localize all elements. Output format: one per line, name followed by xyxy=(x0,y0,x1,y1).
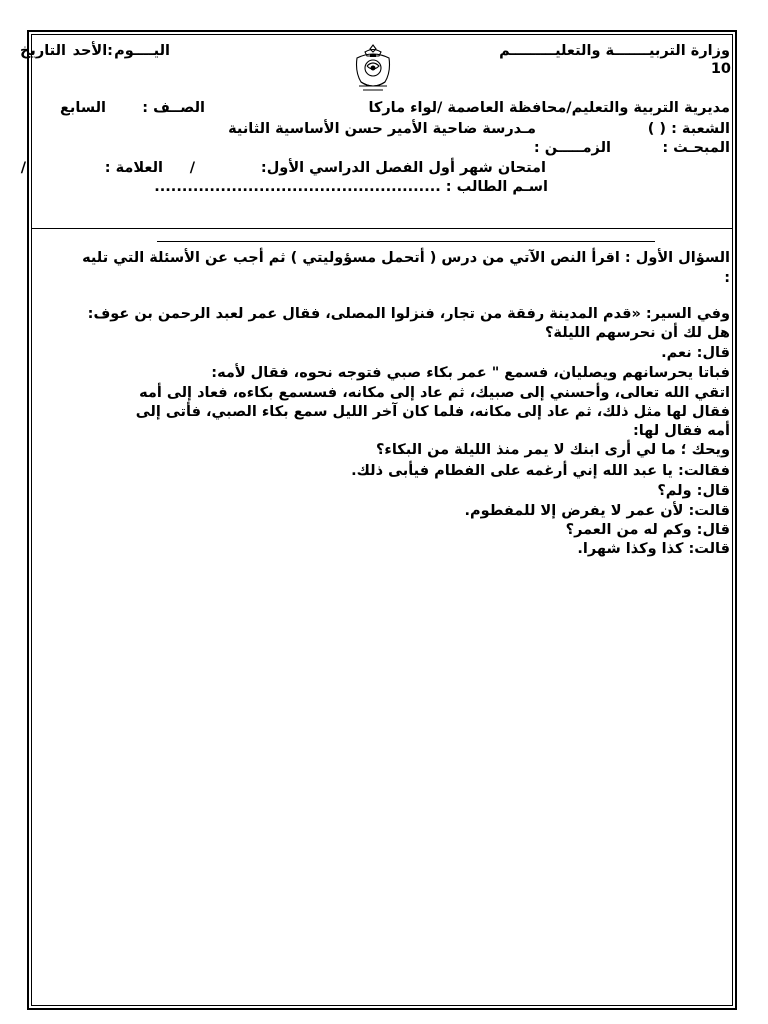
directorate-line: مديرية التربية والتعليم/محافظة العاصمة /لواء ماركا xyxy=(368,100,730,116)
section-label: الشعبة : ( ) xyxy=(647,121,730,137)
question-title-colon: : xyxy=(724,270,730,286)
year-fragment: 10 xyxy=(710,61,731,77)
mark-label: العلامة : xyxy=(104,160,163,176)
passage-line: قال: ولم؟ xyxy=(657,483,730,499)
day-value: :الأحد xyxy=(72,43,113,59)
header-divider xyxy=(31,228,733,229)
class-value: السابع xyxy=(60,100,106,116)
passage-line: قالت: لأن عمر لا يفرض إلا للمفطوم. xyxy=(464,503,730,519)
mark-slash: / xyxy=(20,160,26,176)
passage-line: قالت: كذا وكذا شهرا. xyxy=(577,541,730,557)
passage-line: فباتا يحرسانهم ويصليان، فسمع " عمر بكاء صبي فتوجه نحوه، فقال لأمه: xyxy=(211,365,730,381)
time-label: الزمـــــن : xyxy=(533,140,611,156)
passage-line: فقال لها مثل ذلك، ثم عاد إلى مكانه، فلما كان آخر الليل سمع بكاء الصبي، فأتى إلى xyxy=(135,404,730,420)
page-content xyxy=(0,34,733,1006)
passage-line: قال: نعم. xyxy=(661,345,730,361)
day-label: اليــــوم xyxy=(114,43,170,59)
passage-line: وفي السير: «قدم المدينة رفقة من تجار، فنزلوا المصلى، فقال عمر لعبد الرحمن بن عوف: xyxy=(87,306,730,322)
passage-line: ويحك ؛ ما لي أرى ابنك لا يمر منذ الليلة من البكاء؟ xyxy=(376,442,730,458)
passage-line: قال: وكم له من العمر؟ xyxy=(565,522,730,538)
student-name-field: اسـم الطالب : .................................................... xyxy=(154,179,548,195)
class-label: الصــف : xyxy=(142,100,205,116)
passage-line: اتقي الله تعالى، وأحسني إلى صبيك، ثم عاد إلى مكانه، فسسمع بكاءه، فعاد إلى أمه xyxy=(139,385,730,401)
ministry-title: وزارة التربيـــــــة والتعليـــــــــم xyxy=(499,43,730,59)
passage-line: فقالت: يا عبد الله إني أرغمه على الفطام فيأبى ذلك. xyxy=(351,463,730,479)
question-divider xyxy=(157,241,655,242)
school-name: مـدرسة ضاحية الأمير حسن الأساسية الثانية xyxy=(228,121,536,137)
exam-slash: / xyxy=(189,160,195,176)
date-label: التاريخ xyxy=(19,43,66,59)
passage-line: أمه فقال لها: xyxy=(632,423,730,439)
subject-label: المبحـث : xyxy=(662,140,730,156)
passage-line: هل لك أن نحرسهم الليلة؟ xyxy=(545,325,730,341)
question-title: السؤال الأول : اقرأ النص الآتي من درس ( أتحمل مسؤوليتي ) ثم أجب عن الأسئلة التي تليه xyxy=(82,250,730,266)
exam-title: امتحان شهر أول الفصل الدراسي الأول: xyxy=(260,160,546,176)
